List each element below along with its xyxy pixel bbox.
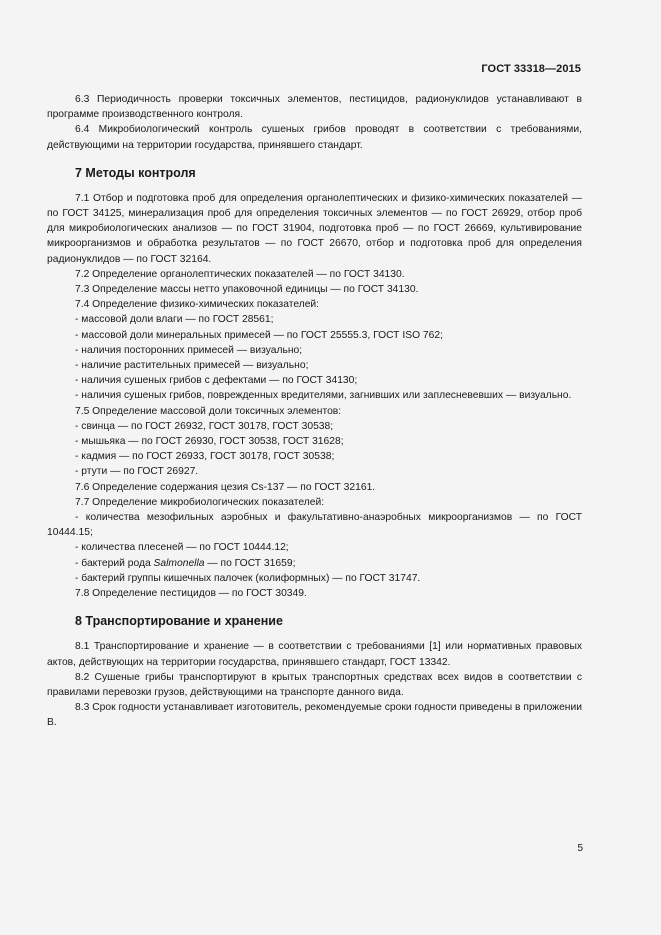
paragraph-8-3: 8.3 Срок годности устанавливает изготовитель, рекомендуемые сроки годности приведены в приложении В. xyxy=(47,702,582,729)
list-item: - кадмия — по ГОСТ 26933, ГОСТ 30178, ГОСТ 30538; xyxy=(75,451,335,463)
paragraph-7-7: 7.7 Определение микробиологических показателей: xyxy=(75,496,325,508)
list-item: - количества мезофильных аэробных и факультативно-анаэробных микроорганизмов — по ГОСТ 10444.15; xyxy=(47,512,582,539)
page-number: 5 xyxy=(577,843,583,854)
document-id: ГОСТ 33318—2015 xyxy=(481,63,581,75)
list-item: - ртути — по ГОСТ 26927. xyxy=(75,466,199,478)
paragraph-7-3: 7.3 Определение массы нетто упаковочной единицы — по ГОСТ 34130. xyxy=(75,284,419,296)
paragraph-7-1: 7.1 Отбор и подготовка проб для определения органолептических и физико-химических показателей — по ГОСТ 34125, минерализация проб для определения токсичных элементов — по ГОСТ 26929, отбор проб для микробиологических анализов — по ГОСТ 31904, подготовка проб — по ГОСТ 26669, культивирование микроорганизмов и обработка результатов — по ГОСТ 26670, отбор и подготовка проб для определения радионуклидов — по ГОСТ 32164. xyxy=(47,192,582,265)
paragraph-8-2: 8.2 Сушеные грибы транспортируют в крытых транспортных средствах всех видов в соответствии с правилами перевозки грузов, действующими на транспорте данного вида. xyxy=(47,671,582,698)
list-item: - мышьяка — по ГОСТ 26930, ГОСТ 30538, ГОСТ 31628; xyxy=(75,436,344,448)
section-8-heading: 8 Транспортирование и хранение xyxy=(75,614,283,629)
list-item: - массовой доли влаги — по ГОСТ 28561; xyxy=(75,314,274,326)
paragraph-7-2: 7.2 Определение органолептических показателей — по ГОСТ 34130. xyxy=(75,268,405,280)
list-item: - массовой доли минеральных примесей — по ГОСТ 25555.3, ГОСТ ISO 762; xyxy=(75,329,443,341)
page-body xyxy=(47,92,582,731)
paragraph-6-4: 6.4 Микробиологический контроль сушеных грибов проводят в соответствии с требованиями, действующими на территории государства, принявшего стандарт. xyxy=(47,124,582,151)
list-item: - наличия сушеных грибов с дефектами — по ГОСТ 34130; xyxy=(75,375,358,387)
list-item: - свинца — по ГОСТ 26932, ГОСТ 30178, ГОСТ 30538; xyxy=(75,420,334,432)
list-item: - количества плесеней — по ГОСТ 10444.12; xyxy=(75,542,289,554)
list-item xyxy=(47,556,582,571)
section-7-heading: 7 Методы контроля xyxy=(75,165,196,180)
list-item: - бактерий группы кишечных палочек (колиформных) — по ГОСТ 31747. xyxy=(75,572,421,584)
paragraph-7-4: 7.4 Определение физико-химических показателей: xyxy=(75,299,320,311)
list-item-text: - бактерий рода xyxy=(75,557,154,569)
list-item: - наличия сушеных грибов, поврежденных вредителями, загнивших или заплесневевших — визуально. xyxy=(75,390,572,402)
paragraph-7-5: 7.5 Определение массовой доли токсичных элементов: xyxy=(75,405,342,417)
genus-name: Salmonella xyxy=(153,557,205,569)
paragraph-8-1: 8.1 Транспортирование и хранение — в соответствии с требованиями [1] или нормативных правовых актов, действующих на территории государства, принявшего стандарт, ГОСТ 13342. xyxy=(47,641,582,668)
paragraph-7-6: 7.6 Определение содержания цезия Cs-137 — по ГОСТ 32161. xyxy=(75,481,376,493)
list-item: - наличия посторонних примесей — визуально; xyxy=(75,344,303,356)
list-item: - наличие растительных примесей — визуально; xyxy=(75,360,309,372)
list-item-text: — по ГОСТ 31659; xyxy=(204,557,296,569)
paragraph-7-8: 7.8 Определение пестицидов — по ГОСТ 30349. xyxy=(75,588,307,600)
paragraph-6-3: 6.3 Периодичность проверки токсичных элементов, пестицидов, радионуклидов устанавливают в программе производственного контроля. xyxy=(47,94,582,121)
